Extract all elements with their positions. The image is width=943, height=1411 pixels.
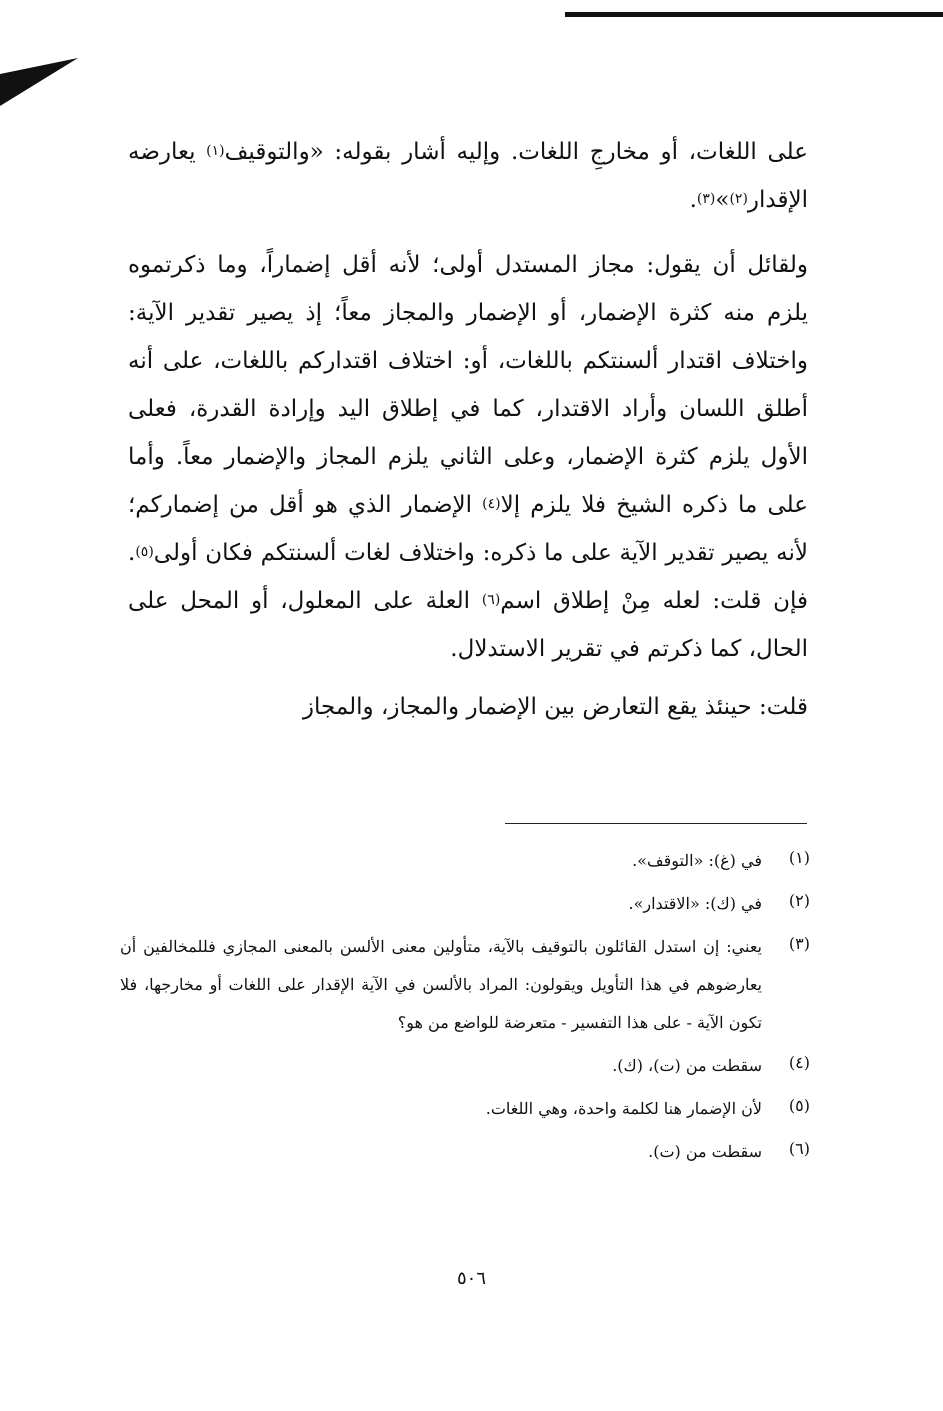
footnote-text: سقطت من (ت)، (ك). [612, 1056, 762, 1075]
paragraph-3: قلت: حينئذ يقع التعارض بين الإضمار والمجاز، والمجاز [302, 694, 808, 720]
footnote-number: (١) [788, 848, 810, 867]
footnote-item [120, 928, 810, 1042]
footnote-number: (٦) [788, 1139, 810, 1158]
paragraph-2: ولقائل أن يقول: مجاز المستدل أولى؛ لأنه أقل إضماراً، وما ذكرتموه يلزم منه كثرة الإضمار، أو الإضمار والمجاز معاً؛ إذ يصير تقدير الآية: واختلاف اقتدار ألسنتكم باللغات، أو: اختلاف اقتداركم باللغات، على أنه أطلق اللسان وأراد الاقتدار، كما في إطلاق اليد وإرادة القدرة، فعلى الأول يلزم كثرة الإضمار، وعلى الثاني يلزم المجاز والإضمار معاً. وأما على ما ذكره الشيخ فلا يلزم إلا$^{(٤)}$ الإضمار الذي هو أقل من إضماركم؛ لأنه يصير تقدير الآية على ما ذكره: واختلاف لغات ألسنتكم فكان أولى$^{(٥)}$. فإن قلت: لعله مِنْ إطلاق اسم$^{(٦)}$ العلة على المعلول، أو المحل على الحال، كما ذكرتم في تقرير الاستدلال. [128, 252, 808, 662]
footnote-text: في (غ): «التوقف». [632, 851, 762, 870]
footnote-ref-1: (١) [206, 143, 225, 159]
footnote-ref-4: (٤) [482, 496, 501, 512]
footnote-item [120, 1133, 810, 1171]
footnote-ref-6: (٦) [481, 592, 501, 608]
footnote-text: لأن الإضمار هنا لكلمة واحدة، وهي اللغات. [485, 1099, 762, 1118]
footnote-number: (٥) [788, 1096, 810, 1115]
footnote-number: (٢) [788, 891, 810, 910]
footnote-ref-5: (٥) [135, 544, 154, 560]
footnote-ref-3: (٣) [696, 191, 716, 207]
corner-tab-mark [0, 56, 80, 106]
footnote-text: في (ك): «الاقتدار». [628, 894, 762, 913]
footnotes-list [120, 842, 810, 1176]
footnote-text: سقطت من (ت). [648, 1142, 762, 1161]
footnote-separator [505, 823, 807, 824]
footnote-number: (٤) [788, 1053, 810, 1072]
main-text [128, 128, 808, 731]
footnote-item [120, 885, 810, 923]
header-rule [565, 12, 943, 17]
footnote-ref-2: (٢) [729, 191, 748, 207]
footnote-number: (٣) [788, 934, 810, 953]
footnote-item [120, 1090, 810, 1128]
footnote-item [120, 1047, 810, 1085]
paragraph-1: على اللغات، أو مخارجِ اللغات. وإليه أشار بقوله: «والتوقيف$^{(١)}$ يعارضه الإقدار$^{(٢)}$»$^{(٣)}$. [128, 139, 808, 213]
page-number: ٥٠٦ [456, 1268, 486, 1289]
footnote-item [120, 842, 810, 880]
footnote-text: يعني: إن استدل القائلون بالتوقيف بالآية، متأولين معنى الألسن بالمعنى المجازي فللمخالفين أن يعارضوهم في هذا التأويل ويقولون: المراد بالألسن في الآية الإقدار على اللغات أو مخارجها، فلا تكون الآية - على هذا التفسير - متعرضة للواضع من هو؟ [120, 937, 762, 1032]
